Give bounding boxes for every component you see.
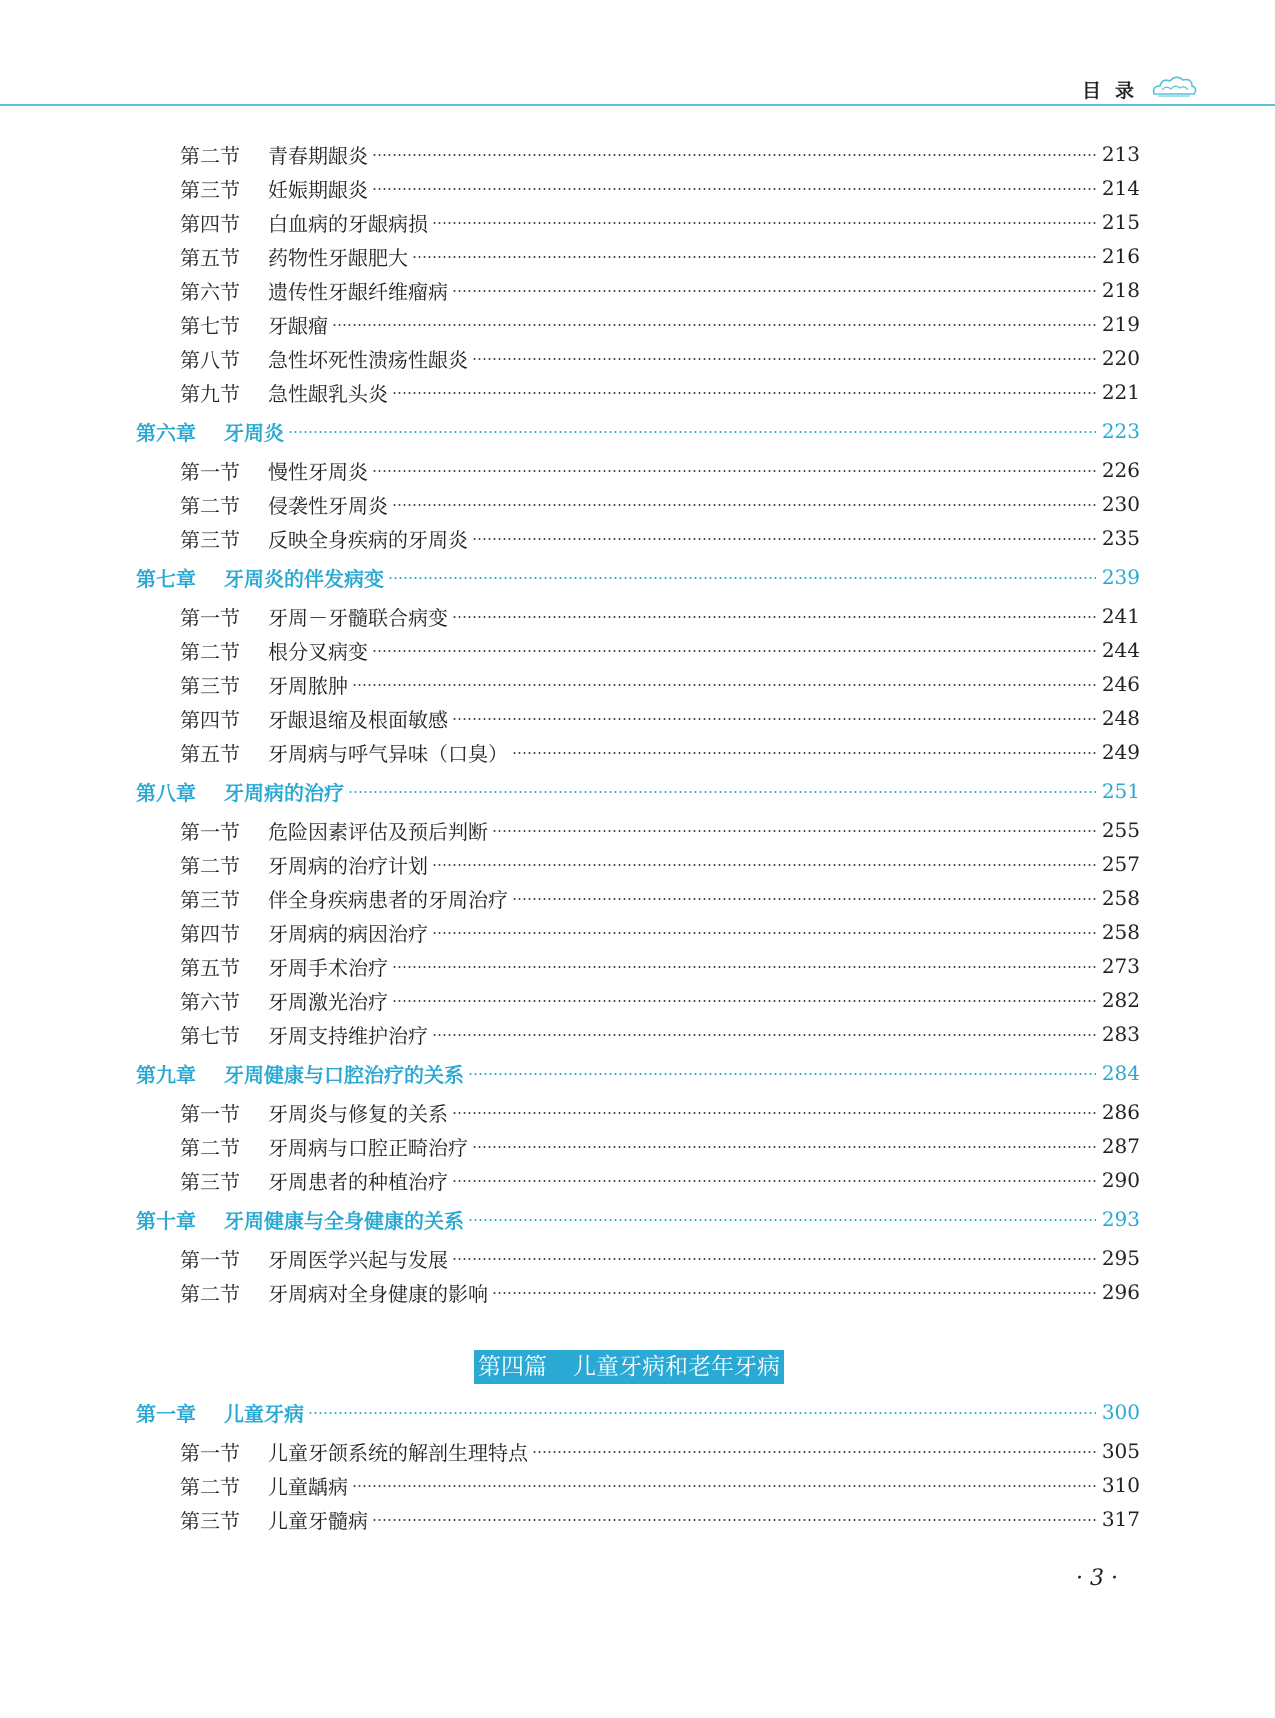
dot-leader bbox=[452, 616, 1096, 618]
entry-page-number: 257 bbox=[1101, 852, 1140, 876]
toc-section-entry[interactable] bbox=[0, 985, 1275, 1015]
entry-number: 第五节 bbox=[180, 741, 240, 766]
page-number: · 3 · bbox=[1076, 1566, 1118, 1591]
toc-chapter-entry[interactable] bbox=[0, 776, 1275, 806]
part-number: 第四篇 bbox=[478, 1354, 547, 1380]
entry-page-number: 295 bbox=[1101, 1246, 1140, 1270]
entry-title: 妊娠期龈炎 bbox=[268, 177, 368, 202]
entry-title: 牙周炎与修复的关系 bbox=[268, 1101, 448, 1126]
entry-page-number: 214 bbox=[1101, 176, 1140, 200]
dot-leader bbox=[452, 718, 1096, 720]
toc-section-entry[interactable] bbox=[0, 309, 1275, 339]
part-title: 儿童牙病和老年牙病 bbox=[573, 1354, 780, 1380]
entry-title: 牙周健康与口腔治疗的关系 bbox=[224, 1062, 464, 1087]
toc-section-entry[interactable] bbox=[0, 1097, 1275, 1127]
entry-number: 第一章 bbox=[136, 1401, 196, 1426]
entry-number: 第一节 bbox=[180, 1247, 240, 1272]
entry-number: 第九节 bbox=[180, 381, 240, 406]
entry-number: 第六章 bbox=[136, 420, 196, 445]
toc-section-entry[interactable] bbox=[0, 207, 1275, 237]
entry-number: 第三节 bbox=[180, 527, 240, 552]
entry-page-number: 283 bbox=[1101, 1022, 1140, 1046]
toc-section-entry[interactable] bbox=[0, 173, 1275, 203]
entry-page-number: 258 bbox=[1101, 886, 1140, 910]
entry-number: 第二节 bbox=[180, 853, 240, 878]
toc-section-entry[interactable] bbox=[0, 1436, 1275, 1466]
entry-title: 牙周病的治疗计划 bbox=[268, 853, 428, 878]
toc-section-entry[interactable] bbox=[0, 917, 1275, 947]
entry-number: 第九章 bbox=[136, 1062, 196, 1087]
entry-title: 侵袭性牙周炎 bbox=[268, 493, 388, 518]
toc-section-entry[interactable] bbox=[0, 1019, 1275, 1049]
entry-page-number: 293 bbox=[1101, 1207, 1140, 1231]
dot-leader bbox=[372, 1519, 1096, 1521]
entry-page-number: 249 bbox=[1101, 740, 1140, 764]
dot-leader bbox=[472, 538, 1096, 540]
entry-page-number: 213 bbox=[1101, 142, 1140, 166]
entry-page-number: 296 bbox=[1101, 1280, 1140, 1304]
entry-number: 第二节 bbox=[180, 1474, 240, 1499]
entry-page-number: 282 bbox=[1101, 988, 1140, 1012]
toc-section-entry[interactable] bbox=[0, 669, 1275, 699]
entry-title: 危险因素评估及预后判断 bbox=[268, 819, 488, 844]
dot-leader bbox=[288, 431, 1096, 433]
entry-number: 第二节 bbox=[180, 1281, 240, 1306]
entry-title: 牙周病与呼气异味（口臭） bbox=[268, 741, 508, 766]
entry-page-number: 305 bbox=[1101, 1439, 1140, 1463]
entry-page-number: 273 bbox=[1101, 954, 1140, 978]
dot-leader bbox=[512, 898, 1096, 900]
toc-section-entry[interactable] bbox=[0, 455, 1275, 485]
toc-section-entry[interactable] bbox=[0, 1277, 1275, 1307]
dot-leader bbox=[308, 1412, 1096, 1414]
entry-number: 第二节 bbox=[180, 1135, 240, 1160]
entry-number: 第二节 bbox=[180, 143, 240, 168]
toc-section-entry[interactable] bbox=[0, 635, 1275, 665]
entry-title: 牙周健康与全身健康的关系 bbox=[224, 1208, 464, 1233]
toc-section-entry[interactable] bbox=[0, 703, 1275, 733]
entry-page-number: 255 bbox=[1101, 818, 1140, 842]
dot-leader bbox=[392, 966, 1096, 968]
entry-number: 第六节 bbox=[180, 279, 240, 304]
entry-page-number: 284 bbox=[1101, 1061, 1140, 1085]
entry-title: 遗传性牙龈纤维瘤病 bbox=[268, 279, 448, 304]
entry-page-number: 223 bbox=[1101, 419, 1140, 443]
entry-page-number: 226 bbox=[1101, 458, 1140, 482]
entry-title: 牙周炎的伴发病变 bbox=[224, 566, 384, 591]
toc-section-entry[interactable] bbox=[0, 139, 1275, 169]
toc-section-entry[interactable] bbox=[0, 1243, 1275, 1273]
entry-title: 牙周病的治疗 bbox=[224, 780, 344, 805]
entry-page-number: 219 bbox=[1101, 312, 1140, 336]
entry-number: 第八节 bbox=[180, 347, 240, 372]
dot-leader bbox=[452, 1112, 1096, 1114]
entry-page-number: 251 bbox=[1101, 779, 1140, 803]
entry-number: 第十章 bbox=[136, 1208, 196, 1233]
dot-leader bbox=[372, 650, 1096, 652]
toc-section-entry[interactable] bbox=[0, 377, 1275, 407]
entry-number: 第三节 bbox=[180, 1508, 240, 1533]
dot-leader bbox=[392, 392, 1096, 394]
dot-leader bbox=[388, 577, 1096, 579]
dot-leader bbox=[432, 1034, 1096, 1036]
entry-number: 第一节 bbox=[180, 605, 240, 630]
entry-page-number: 235 bbox=[1101, 526, 1140, 550]
entry-title: 白血病的牙龈病损 bbox=[268, 211, 428, 236]
entry-number: 第一节 bbox=[180, 1101, 240, 1126]
entry-page-number: 310 bbox=[1101, 1473, 1140, 1497]
toc-section-entry[interactable] bbox=[0, 883, 1275, 913]
entry-number: 第三节 bbox=[180, 1169, 240, 1194]
entry-number: 第七节 bbox=[180, 313, 240, 338]
entry-number: 第七章 bbox=[136, 566, 196, 591]
toc-section-entry[interactable] bbox=[0, 1165, 1275, 1195]
entry-title: 牙周病对全身健康的影响 bbox=[268, 1281, 488, 1306]
dot-leader bbox=[452, 1258, 1096, 1260]
toc-chapter-entry[interactable] bbox=[0, 1204, 1275, 1234]
dot-leader bbox=[332, 324, 1096, 326]
entry-title: 急性坏死性溃疡性龈炎 bbox=[268, 347, 468, 372]
entry-page-number: 300 bbox=[1101, 1400, 1140, 1424]
entry-title: 伴全身疾病患者的牙周治疗 bbox=[268, 887, 508, 912]
toc-section-entry[interactable] bbox=[0, 343, 1275, 373]
entry-page-number: 220 bbox=[1101, 346, 1140, 370]
entry-page-number: 290 bbox=[1101, 1168, 1140, 1192]
toc-chapter-entry[interactable] bbox=[0, 562, 1275, 592]
dot-leader bbox=[472, 358, 1096, 360]
toc-section-entry[interactable] bbox=[0, 489, 1275, 519]
entry-page-number: 218 bbox=[1101, 278, 1140, 302]
entry-title: 牙周病的病因治疗 bbox=[268, 921, 428, 946]
entry-title: 牙周－牙髓联合病变 bbox=[268, 605, 448, 630]
entry-title: 牙周激光治疗 bbox=[268, 989, 388, 1014]
dot-leader bbox=[452, 290, 1096, 292]
entry-number: 第三节 bbox=[180, 177, 240, 202]
entry-page-number: 248 bbox=[1101, 706, 1140, 730]
dot-leader bbox=[352, 1485, 1096, 1487]
dot-leader bbox=[532, 1451, 1096, 1453]
entry-number: 第三节 bbox=[180, 887, 240, 912]
entry-title: 儿童牙病 bbox=[224, 1401, 304, 1426]
entry-page-number: 244 bbox=[1101, 638, 1140, 662]
entry-number: 第一节 bbox=[180, 459, 240, 484]
dot-leader bbox=[352, 684, 1096, 686]
entry-title: 儿童牙颌系统的解剖生理特点 bbox=[268, 1440, 528, 1465]
toc-section-entry[interactable] bbox=[0, 1131, 1275, 1161]
header-divider bbox=[0, 104, 1275, 106]
dot-leader bbox=[432, 864, 1096, 866]
entry-title: 急性龈乳头炎 bbox=[268, 381, 388, 406]
entry-number: 第一节 bbox=[180, 819, 240, 844]
entry-page-number: 286 bbox=[1101, 1100, 1140, 1124]
entry-page-number: 239 bbox=[1101, 565, 1140, 589]
toc-section-entry[interactable] bbox=[0, 815, 1275, 845]
entry-title: 反映全身疾病的牙周炎 bbox=[268, 527, 468, 552]
entry-page-number: 287 bbox=[1101, 1134, 1140, 1158]
toc-section-entry[interactable] bbox=[0, 241, 1275, 271]
entry-number: 第四节 bbox=[180, 707, 240, 732]
entry-number: 第二节 bbox=[180, 493, 240, 518]
entry-page-number: 258 bbox=[1101, 920, 1140, 944]
entry-number: 第七节 bbox=[180, 1023, 240, 1048]
toc-section-entry[interactable] bbox=[0, 737, 1275, 767]
entry-number: 第四节 bbox=[180, 921, 240, 946]
entry-page-number: 241 bbox=[1101, 604, 1140, 628]
toc-section-entry[interactable] bbox=[0, 1470, 1275, 1500]
dot-leader bbox=[392, 504, 1096, 506]
toc-section-entry[interactable] bbox=[0, 951, 1275, 981]
entry-number: 第五节 bbox=[180, 245, 240, 270]
toc-section-entry[interactable] bbox=[0, 1504, 1275, 1534]
dot-leader bbox=[372, 154, 1096, 156]
dot-leader bbox=[492, 1292, 1096, 1294]
entry-title: 根分叉病变 bbox=[268, 639, 368, 664]
entry-page-number: 221 bbox=[1101, 380, 1140, 404]
toc-section-entry[interactable] bbox=[0, 523, 1275, 553]
entry-page-number: 216 bbox=[1101, 244, 1140, 268]
entry-title: 牙周手术治疗 bbox=[268, 955, 388, 980]
entry-title: 儿童龋病 bbox=[268, 1474, 348, 1499]
part-banner bbox=[474, 1350, 784, 1384]
entry-title: 牙龈退缩及根面敏感 bbox=[268, 707, 448, 732]
entry-title: 牙周病与口腔正畸治疗 bbox=[268, 1135, 468, 1160]
dot-leader bbox=[492, 830, 1096, 832]
toc-section-entry[interactable] bbox=[0, 849, 1275, 879]
toc-chapter-entry[interactable] bbox=[0, 416, 1275, 446]
dot-leader bbox=[512, 752, 1096, 754]
entry-title: 牙周支持维护治疗 bbox=[268, 1023, 428, 1048]
entry-number: 第三节 bbox=[180, 673, 240, 698]
dot-leader bbox=[468, 1219, 1096, 1221]
dot-leader bbox=[372, 470, 1096, 472]
dot-leader bbox=[412, 256, 1096, 258]
entry-page-number: 246 bbox=[1101, 672, 1140, 696]
entry-number: 第八章 bbox=[136, 780, 196, 805]
dot-leader bbox=[468, 1073, 1096, 1075]
entry-page-number: 230 bbox=[1101, 492, 1140, 516]
entry-title: 儿童牙髓病 bbox=[268, 1508, 368, 1533]
entry-number: 第六节 bbox=[180, 989, 240, 1014]
entry-title: 牙周医学兴起与发展 bbox=[268, 1247, 448, 1272]
dot-leader bbox=[392, 1000, 1096, 1002]
entry-number: 第四节 bbox=[180, 211, 240, 236]
running-header-title: 目录 bbox=[1082, 80, 1149, 102]
entry-title: 慢性牙周炎 bbox=[268, 459, 368, 484]
entry-page-number: 215 bbox=[1101, 210, 1140, 234]
dot-leader bbox=[348, 791, 1096, 793]
entry-number: 第二节 bbox=[180, 639, 240, 664]
toc-chapter-entry[interactable] bbox=[0, 1058, 1275, 1088]
entry-number: 第五节 bbox=[180, 955, 240, 980]
dot-leader bbox=[432, 932, 1096, 934]
entry-title: 药物性牙龈肥大 bbox=[268, 245, 408, 270]
cloud-ornament-icon bbox=[1150, 72, 1198, 100]
entry-number: 第一节 bbox=[180, 1440, 240, 1465]
entry-title: 青春期龈炎 bbox=[268, 143, 368, 168]
dot-leader bbox=[372, 188, 1096, 190]
entry-title: 牙周脓肿 bbox=[268, 673, 348, 698]
dot-leader bbox=[452, 1180, 1096, 1182]
entry-title: 牙周炎 bbox=[224, 420, 284, 445]
entry-title: 牙龈瘤 bbox=[268, 313, 328, 338]
entry-page-number: 317 bbox=[1101, 1507, 1140, 1531]
toc-section-entry[interactable] bbox=[0, 601, 1275, 631]
toc-chapter-entry[interactable] bbox=[0, 1397, 1275, 1427]
toc-section-entry[interactable] bbox=[0, 275, 1275, 305]
dot-leader bbox=[432, 222, 1096, 224]
entry-title: 牙周患者的种植治疗 bbox=[268, 1169, 448, 1194]
dot-leader bbox=[472, 1146, 1096, 1148]
